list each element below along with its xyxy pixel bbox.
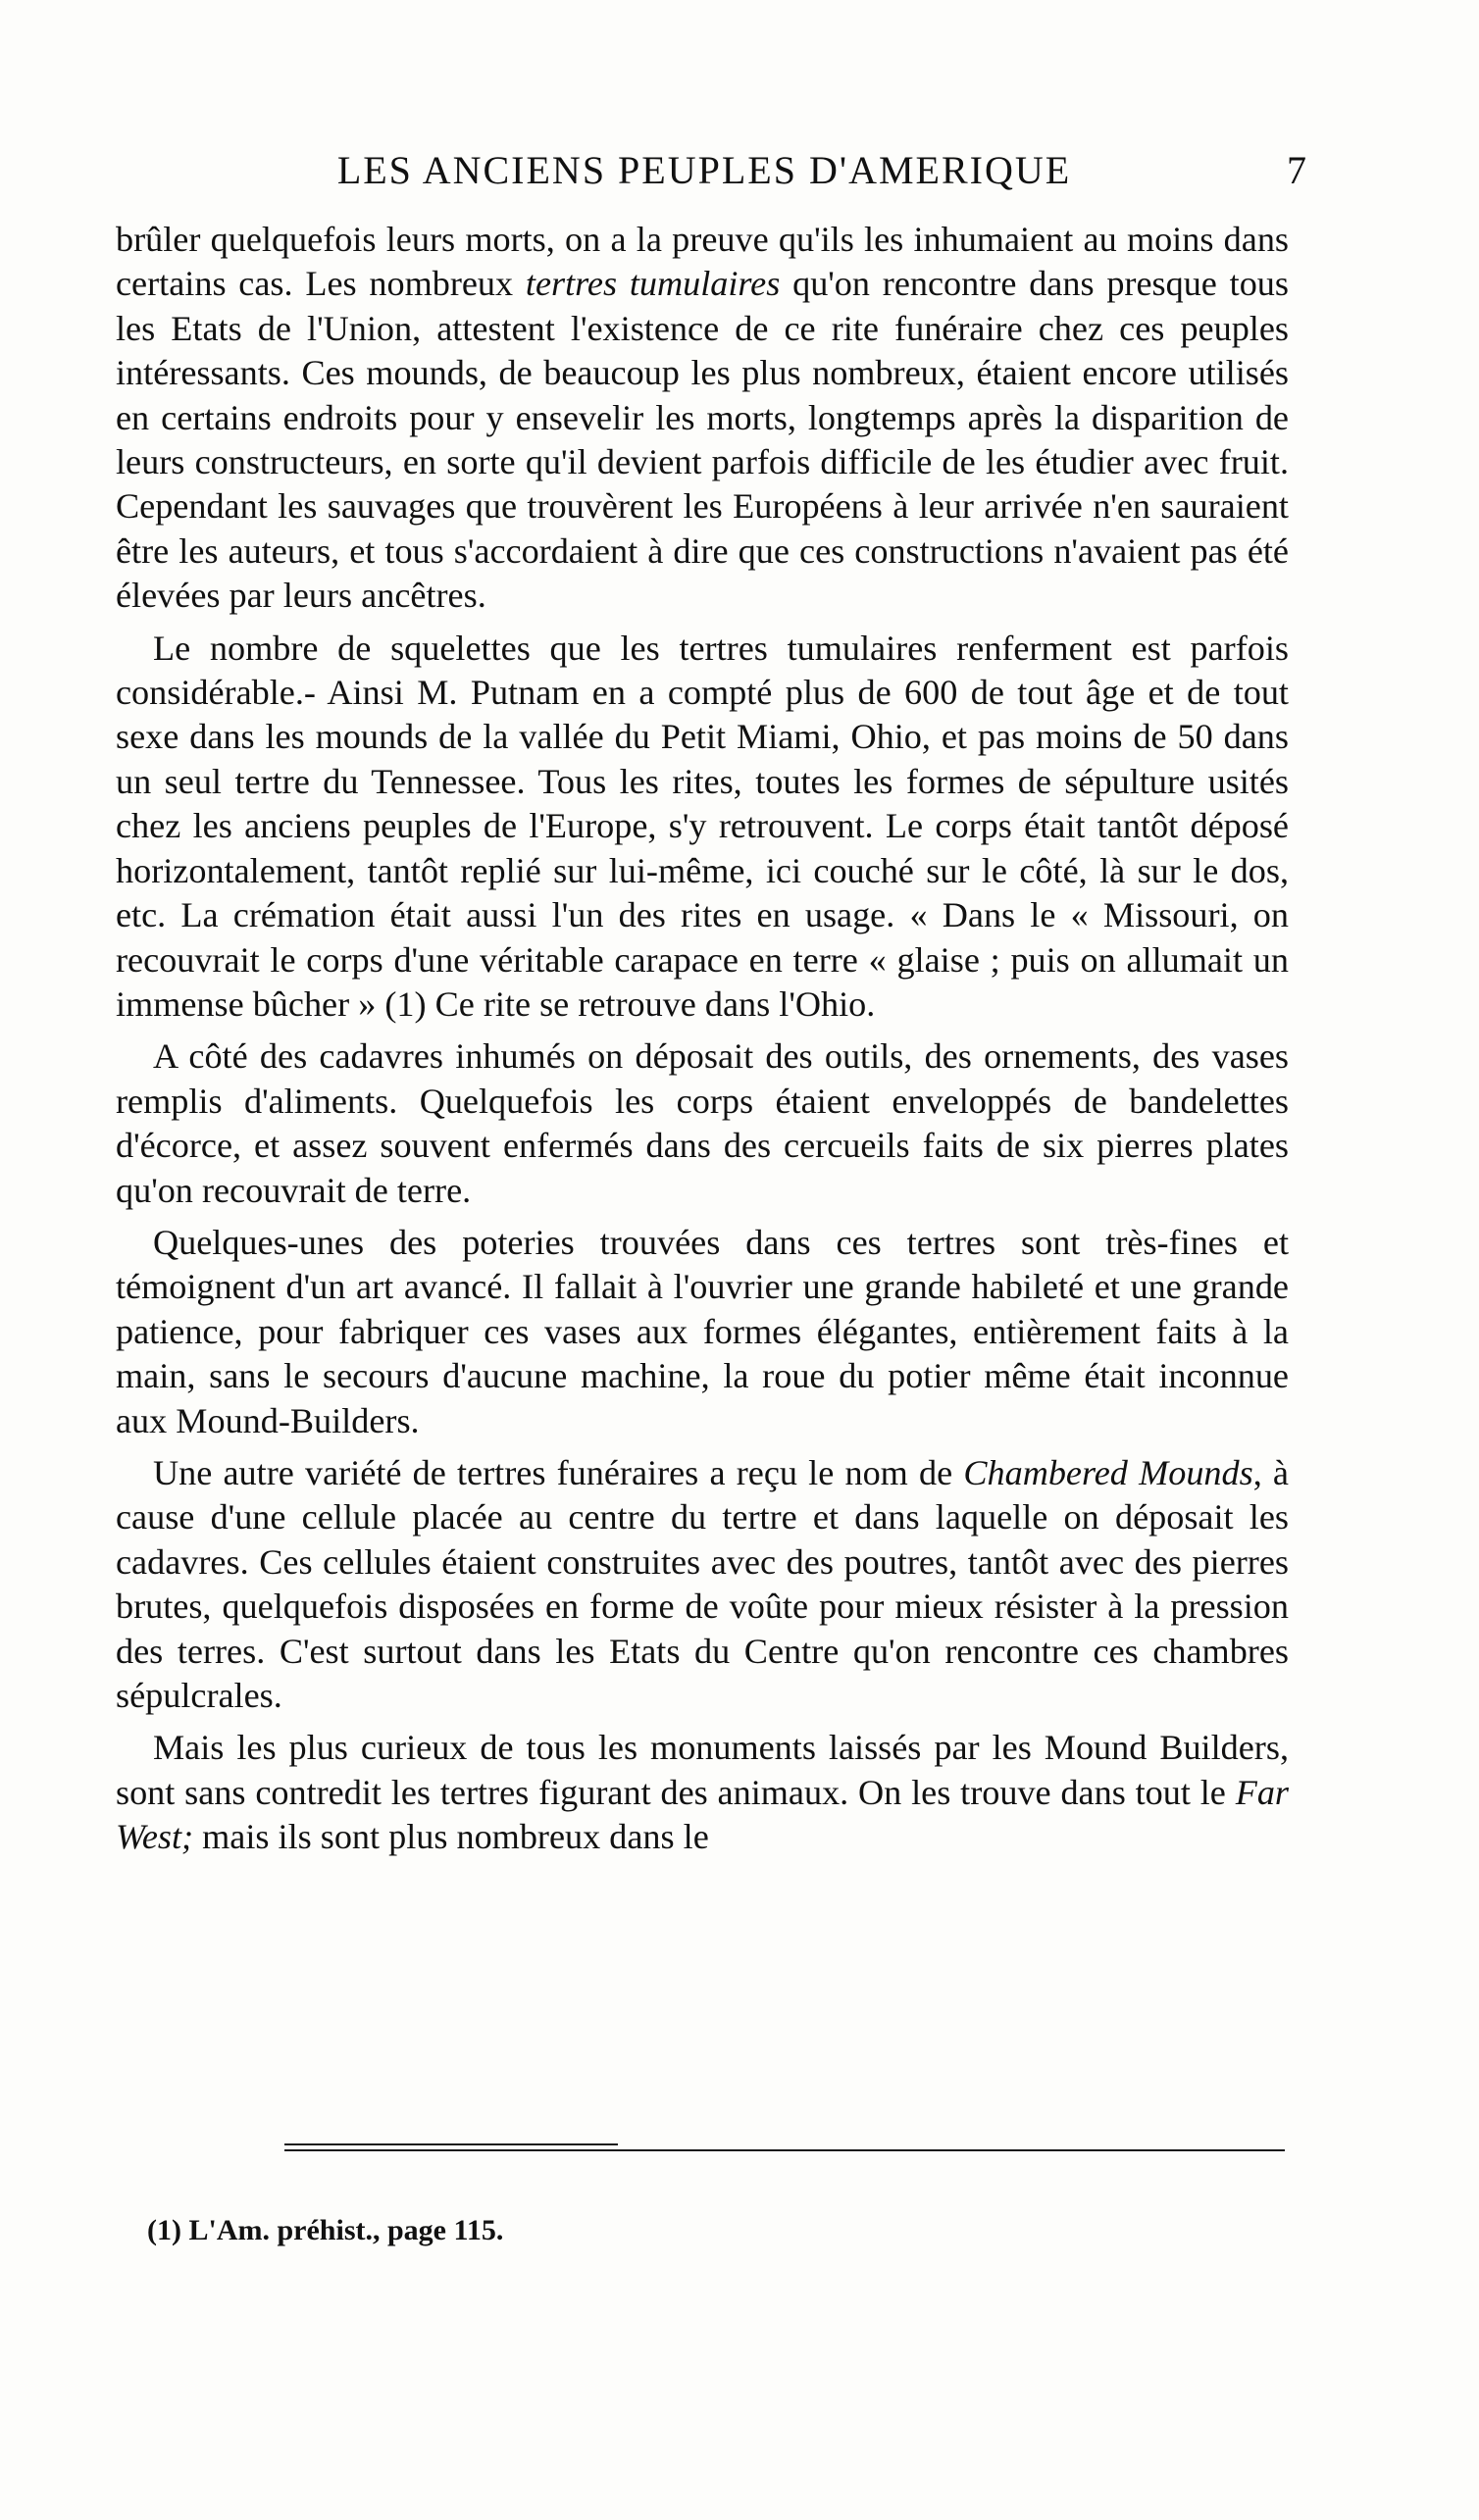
text-run: , à cause d'une cellule placée au centre du tertre et dans laquelle on déposait les cadavres. Ces cellules étaient construites avec des poutres, tantôt avec des pierres brutes, quelquefois disposées en forme de voûte pour mieux résister à la pression des terres. C'est surtout dans les Etats du Centre qu'on rencontre ces chambres sépulcrales.: [116, 1452, 1289, 1715]
text-run: Le nombre de squelettes que les tertres tumulaires renferment est parfois considérable.- Ainsi M. Putnam en a compté plus de 600 de tout âge et de tout sexe dans les mounds de la vallée du Petit Miami, Ohio, et pas moins de 50 dans un seul tertre du Tennessee. Tous les rites, toutes les formes de sépulture usités chez les anciens peuples de l'Europe, s'y retrouvent. Le corps était tantôt déposé horizontalement, tantôt replié sur lui-même, ici couché sur le côté, là sur le dos, etc. La crémation était aussi l'un des rites en usage. « Dans le « Missouri, on recouvrait le corps d'une véritable carapace en terre « glaise ; puis on allumait un immense bûcher » (1) Ce rite se retrouve dans l'Ohio.: [116, 628, 1289, 1024]
running-head: [116, 147, 1306, 206]
paragraph: [116, 1726, 1289, 1859]
running-title: LES ANCIENS PEUPLES D'AMERIQUE: [336, 148, 1072, 192]
italic-term: tertres tumulaires: [525, 264, 781, 304]
italic-term: Far West;: [116, 1772, 1289, 1857]
paragraph: [116, 627, 1289, 1028]
text-run: brûler quelquefois leurs morts, on a la preuve qu'ils les inhumaient au moins dans certains cas. Les nombreux: [116, 220, 1289, 304]
text-run: Une autre variété de tertres funéraires a reçu le nom de: [153, 1452, 964, 1492]
italic-term: Chambered Mounds: [963, 1452, 1253, 1492]
text-run: qu'on rencontre dans presque tous les Etats de l'Union, attestent l'existence de ce rite funéraire chez ces peuples intéressants. Ces mounds, de beaucoup les plus nombreux, étaient encore utilisés en certains endroits pour y ensevelir les morts, longtemps après la disparition de leurs constructeurs, en sorte qu'il devient parfois difficile de les étudier avec fruit. Cependant les sauvages que trouvèrent les Européens à leur arrivée n'en sauraient être les auteurs, et tous s'accordaient à dire que ces constructions n'avaient pas été élevées par leurs ancêtres.: [116, 264, 1289, 616]
page-number: 7: [1287, 148, 1306, 192]
paragraph: [116, 218, 1289, 619]
text-run: mais ils sont plus nombreux dans le: [193, 1817, 709, 1857]
paragraph: [116, 1451, 1289, 1718]
footnote-rule: [284, 2149, 1285, 2151]
body-text: [116, 218, 1289, 1868]
text-run: A côté des cadavres inhumés on déposait des outils, des ornements, des vases remplis d'aliments. Quelquefois les corps étaient enveloppés de bandelettes d'écorce, et assez souvent enfermés dans des cercueils faits de six pierres plates qu'on recouvrait de terre.: [116, 1036, 1289, 1210]
footnote: (1) L'Am. préhist., page 115.: [147, 2214, 504, 2246]
paragraph: [116, 1221, 1289, 1443]
text-run: Quelques-unes des poteries trouvées dans ces tertres sont très-fines et témoignent d'un art avancé. Il fallait à l'ouvrier une grande habileté et une grande patience, pour fabriquer ces vases aux formes élégantes, entièrement faits à la main, sans le secours d'aucune machine, la roue du potier même était inconnue aux Mound-Builders.: [116, 1222, 1289, 1440]
text-run: Mais les plus curieux de tous les monuments laissés par les Mound Builders, sont sans contredit les tertres figurant des animaux. On les trouve dans tout le: [116, 1728, 1289, 1812]
paragraph: [116, 1034, 1289, 1213]
footnote-rule-short: [284, 2143, 618, 2145]
